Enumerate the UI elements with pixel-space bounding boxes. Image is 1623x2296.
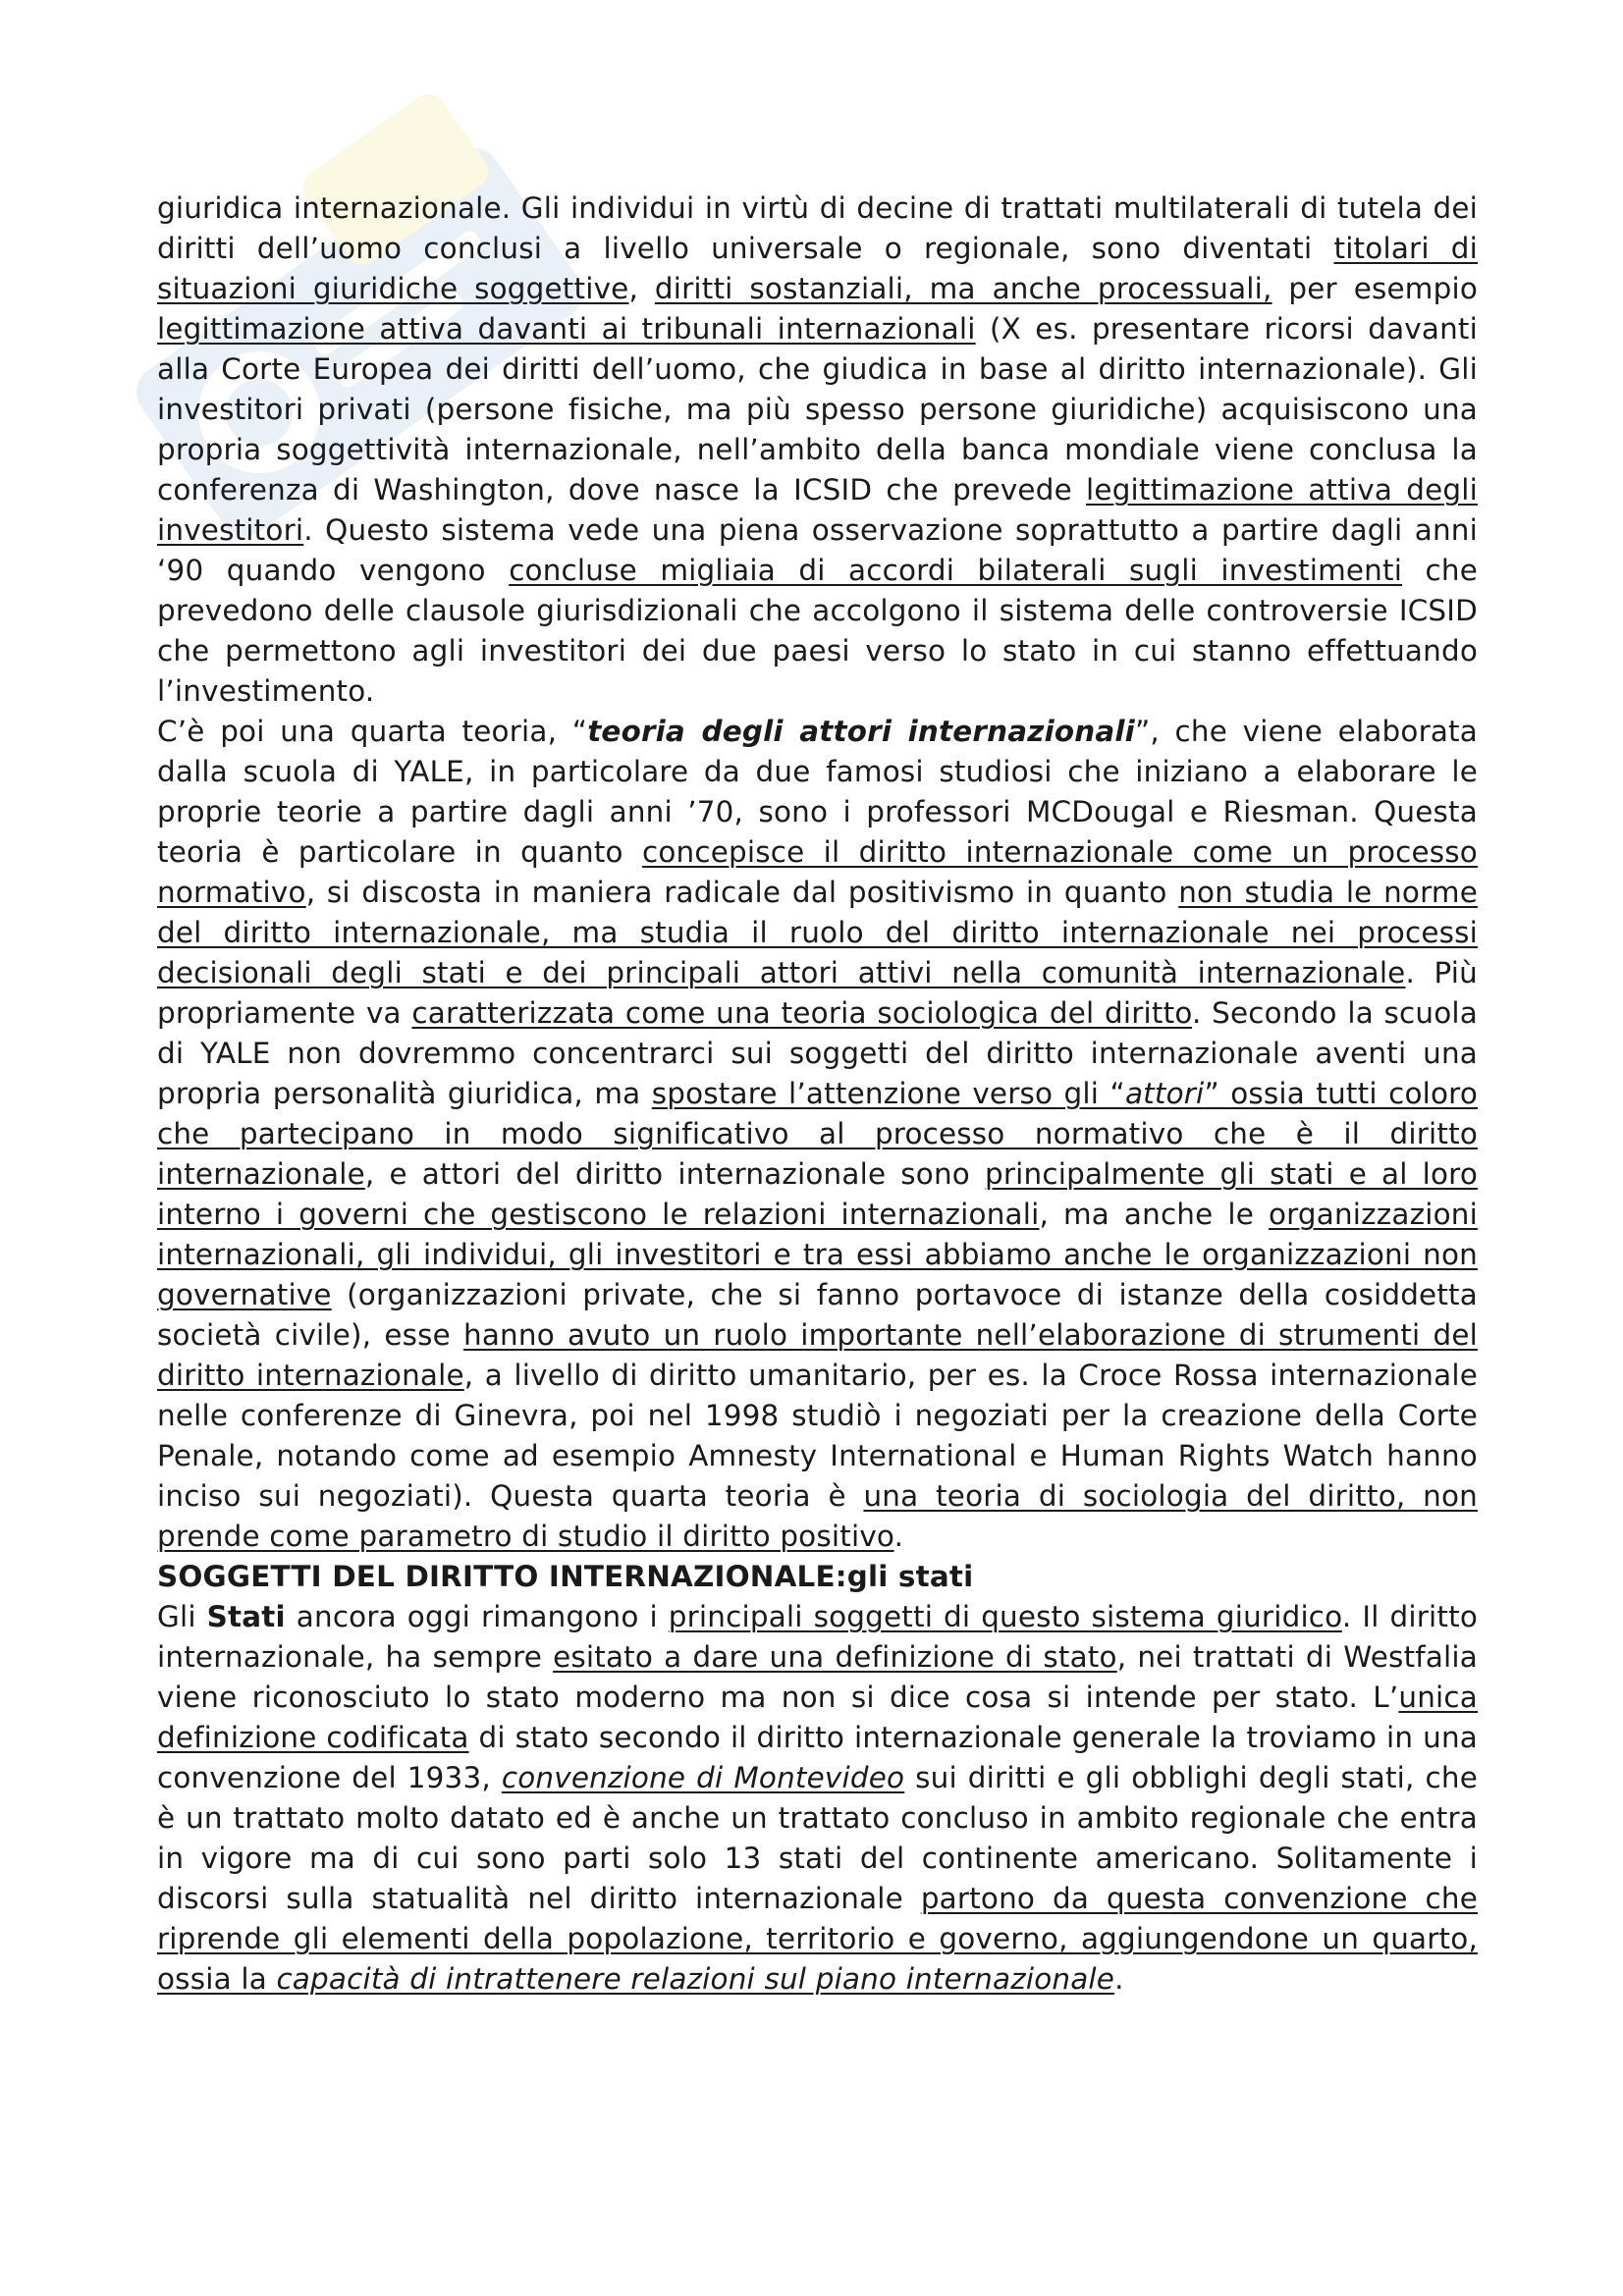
underlined-text: diritti sostanziali, ma anche processuali, — [654, 272, 1272, 305]
underlined-text: legittimazione attiva davanti ai tribunali internazionali — [157, 312, 976, 346]
text-segment: , a livello di diritto umanitario, per es. la Croce Rossa internazionale nelle conferenze di Ginevra, poi nel 1998 studiò i negoziati per la creazione della Corte Penale, notando come ad esempio Amnesty International e Human Rights Watch hanno inciso sui negoziati). Questa quarta teoria è — [157, 1359, 1478, 1513]
underlined-text: titolari di situazioni giuridiche soggettive — [157, 232, 1478, 305]
text-segment: ancora oggi rimangono i — [285, 1600, 669, 1633]
text-segment: , ma anche le — [1039, 1198, 1269, 1231]
text-segment: C’è poi una quarta teoria, “ — [157, 715, 588, 748]
document-body — [157, 188, 1478, 2000]
underlined-text: legittimazione attiva degli investitori — [157, 473, 1478, 547]
text-segment: giuridica internazionale. Gli individui in virtù di decine di trattati multilaterali di tutela dei diritti dell’uomo conclusi a livello universale o regionale, sono diventati — [157, 191, 1478, 265]
paragraph-teoria-attori — [157, 712, 1478, 1557]
text-segment: , si discosta in maniera radicale dal positivismo in quanto — [305, 876, 1179, 909]
underlined-italic-term: capacità di intrattenere relazioni sul piano internazionale — [276, 1962, 1115, 1996]
text-segment: sui diritti e gli obblighi degli stati, che è un trattato molto datato ed è anche un trattato concluso in ambito regionale che entra in vigore ma di cui sono parti solo 13 stati del continente americano. Solitamente i discorsi sulla statualità nel diritto internazionale — [157, 1761, 1479, 1915]
paragraph-stati — [157, 1597, 1478, 2000]
underlined-text: caratterizzata come una teoria sociologica del diritto — [411, 996, 1192, 1030]
text-segment: ”, che viene elaborata dalla scuola di YALE, in particolare da due famosi studiosi che iniziano a elaborare le proprie teorie a partire dagli anni ’70, sono i professori MCDougal e Riesman. Questa teoria è particolare in quanto — [157, 715, 1478, 869]
text-segment: , — [628, 272, 655, 305]
underlined-text: principalmente gli stati e al loro interno i governi che gestiscono le relazioni internazionali — [157, 1157, 1479, 1231]
underlined-text: concepisce il diritto internazionale come un processo normativo — [157, 835, 1478, 909]
underlined-text: unica definizione codificata — [157, 1681, 1478, 1754]
text-segment: Gli — [157, 1600, 207, 1633]
text-segment: (X es. presentare ricorsi davanti alla Corte Europea dei diritti dell’uomo, che giudica in base al diritto internazionale). Gli investitori privati (persone fisiche, ma più spesso persone giuridiche) acquisiscono una propria soggettività internazionale, nell’ambito della banca mondiale viene conclusa la conferenza di Washington, dove nasce la ICSID che prevede — [157, 312, 1478, 507]
text-segment: , e attori del diritto internazionale sono — [364, 1157, 986, 1191]
text-segment: per esempio — [1271, 272, 1478, 305]
section-heading: SOGGETTI DEL DIRITTO INTERNAZIONALE:gli stati — [157, 1560, 974, 1593]
underlined-text: ” ossia tutti coloro che partecipano in modo significativo al processo normativo che è il diritto internazionale — [157, 1077, 1479, 1191]
underlined-text: una teoria di sociologia del diritto, non prende come parametro di studio il diritto positivo — [157, 1479, 1478, 1553]
text-segment: , nei trattati di Westfalia viene riconosciuto lo stato moderno ma non si dice cosa si intende per stato. L’ — [157, 1640, 1478, 1714]
text-segment: . — [893, 1520, 904, 1553]
underlined-text: hanno avuto un ruolo importante nell’elaborazione di strumenti del diritto internazionale — [157, 1318, 1478, 1392]
bold-term: Stati — [206, 1600, 286, 1633]
underlined-italic-term: convenzione di Montevideo — [501, 1761, 905, 1794]
underlined-text: principali soggetti di questo sistema giuridico — [668, 1600, 1342, 1633]
text-segment: . Il diritto internazionale, ha sempre — [157, 1600, 1478, 1674]
text-segment: . Questo sistema vede una piena osservazione soprattutto a partire dagli anni ‘90 quando vengono — [157, 513, 1478, 587]
text-segment: (organizzazioni private, che si fanno portavoce di istanze della cosiddetta società civile), esse — [157, 1278, 1478, 1352]
text-segment: che prevedono delle clausole giurisdizionali che accolgono il sistema delle controversie ICSID che permettono agli investitori dei due paesi verso lo stato in cui stanno effettuando l’investimento. — [157, 554, 1479, 708]
text-segment: . — [1114, 1962, 1124, 1996]
text-segment: di stato secondo il diritto internazionale generale la troviamo in una convenzione del 1933, — [157, 1721, 1479, 1794]
underlined-text: organizzazioni internazionali, gli individui, gli investitori e tra essi abbiamo anche le organizzazioni non governative — [157, 1198, 1478, 1311]
paragraph-individui-investitori — [157, 188, 1478, 712]
underlined-text: esitato a dare una definizione di stato — [553, 1640, 1117, 1674]
bold-italic-term: teoria degli attori internazionali — [587, 715, 1135, 748]
underlined-text: non studia le norme del diritto internazionale, ma studia il ruolo del diritto internazionale nei processi decisionali degli stati e dei principali attori attivi nella comunità internazionale — [157, 876, 1478, 989]
text-segment: . Più propriamente va — [157, 956, 1478, 1030]
underlined-text: partono da questa convenzione che riprende gli elementi della popolazione, territorio e governo, aggiungendone un quarto, ossia la — [157, 1882, 1478, 1996]
underlined-italic-term: attori — [1124, 1077, 1205, 1110]
underlined-text: spostare l’attenzione verso gli “ — [651, 1077, 1125, 1110]
underlined-text: concluse migliaia di accordi bilaterali sugli investimenti — [509, 554, 1403, 587]
text-segment: . Secondo la scuola di YALE non dovremmo concentrarci sui soggetti del diritto internazionale aventi una propria personalità giuridica, ma — [157, 996, 1478, 1110]
